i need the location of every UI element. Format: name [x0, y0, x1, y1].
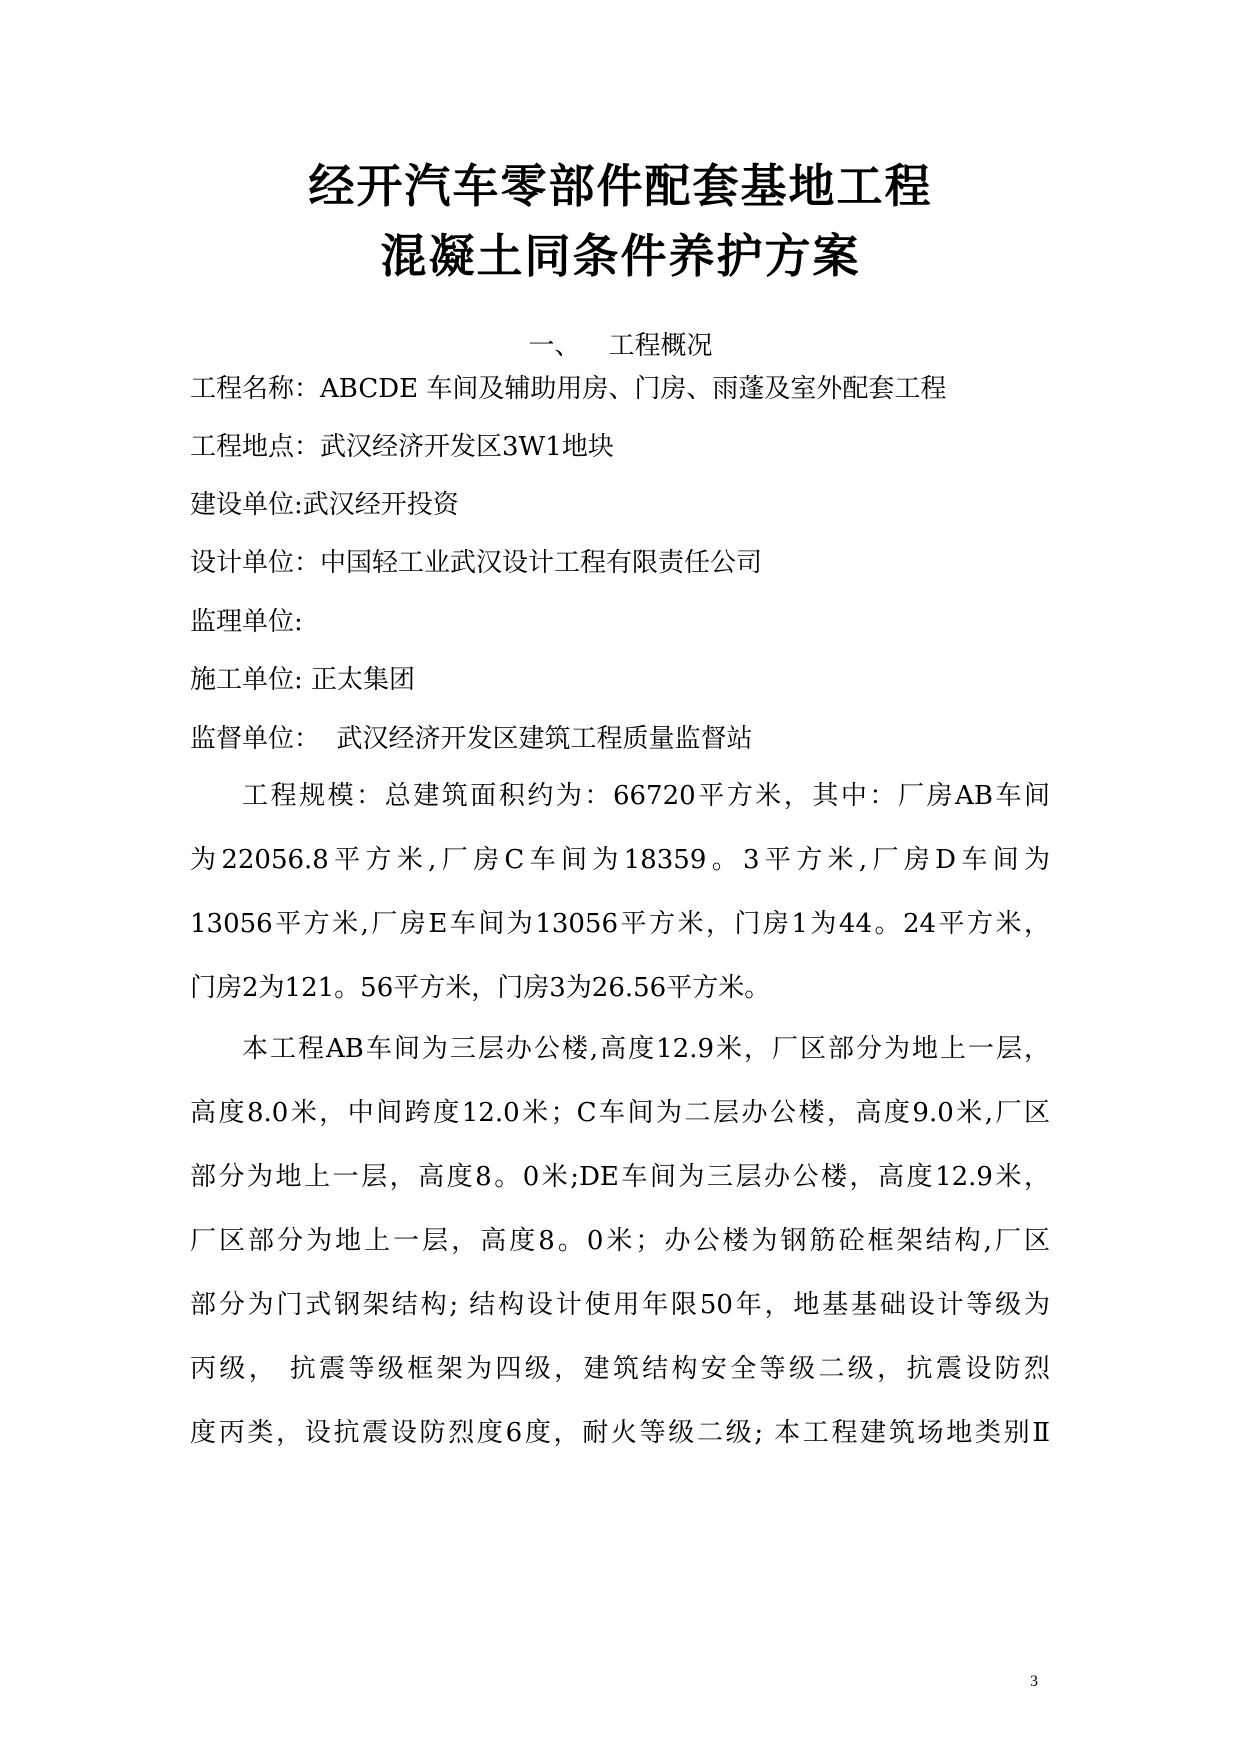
paragraph-line: 为22056.8平方米,厂房C车间为18359。3平方米,厂房D车间为	[190, 845, 1050, 875]
paragraph-line: 厂区部分为地上一层，高度8。0米；办公楼为钢筋砼框架结构,厂区	[190, 1226, 1050, 1256]
paragraph-line: 13056平方米,厂房E车间为13056平方米，门房1为44。24平方米，	[190, 909, 1050, 939]
info-label: 施工单位:	[190, 665, 312, 695]
info-value: 武汉经开投资	[302, 490, 459, 520]
info-value: ABCDE 车间及辅助用房、门房、雨蓬及室外配套工程	[320, 374, 947, 404]
paragraph-line: 本工程AB车间为三层办公楼,高度12.9米，厂区部分为地上一层，	[242, 1034, 1050, 1064]
paragraph-line: 高度8.0米，中间跨度12.0米；C车间为二层办公楼，高度9.0米,厂区	[190, 1098, 1050, 1128]
info-label: 监理单位:	[190, 607, 303, 637]
info-oversight-unit	[190, 722, 753, 756]
info-supervision-unit	[190, 605, 303, 639]
info-project-location	[190, 430, 614, 464]
info-label: 工程地点：	[190, 432, 321, 462]
info-label: 设计单位：	[190, 548, 321, 578]
info-label: 监督单位：	[190, 724, 321, 754]
section-number: 一、	[528, 331, 581, 361]
info-project-name	[190, 372, 946, 406]
info-label: 工程名称：	[190, 374, 321, 404]
info-value: 正太集团	[311, 665, 416, 695]
paragraph-line: 部分为地上一层，高度8。0米;DE车间为三层办公楼，高度12.9米，	[190, 1162, 1050, 1192]
info-value: 武汉经济开发区3W1地块	[320, 432, 614, 462]
document-title-line-1: 经开汽车零部件配套基地工程	[308, 159, 933, 213]
paragraph-line: 丙级， 抗震等级框架为四级，建筑结构安全等级二级，抗震设防烈	[190, 1354, 1050, 1384]
info-contractor	[190, 663, 415, 697]
document-title-line-2: 混凝土同条件养护方案	[380, 229, 861, 283]
paragraph-line: 门房2为121。56平方米，门房3为26.56平方米。	[190, 973, 771, 1003]
structure-paragraph	[190, 1017, 1050, 1465]
paragraph-line: 度丙类，设抗震设防烈度6度，耐火等级二级; 本工程建筑场地类别Ⅱ	[190, 1418, 1050, 1448]
info-construction-unit	[190, 488, 459, 522]
info-value: 武汉经济开发区建筑工程质量监督站	[320, 724, 753, 754]
section-heading-text: 工程概况	[608, 331, 713, 361]
info-design-unit	[190, 546, 762, 580]
paragraph-line: 部分为门式钢架结构; 结构设计使用年限50年，地基基础设计等级为	[190, 1290, 1050, 1320]
page-number: 3	[1030, 1673, 1038, 1690]
info-label: 建设单位:	[190, 490, 303, 520]
scale-paragraph	[190, 764, 1050, 1020]
section-heading	[0, 325, 1241, 362]
paragraph-line: 工程规模：总建筑面积约为：66720平方米，其中：厂房AB车间	[242, 781, 1050, 811]
info-value: 中国轻工业武汉设计工程有限责任公司	[320, 548, 763, 578]
